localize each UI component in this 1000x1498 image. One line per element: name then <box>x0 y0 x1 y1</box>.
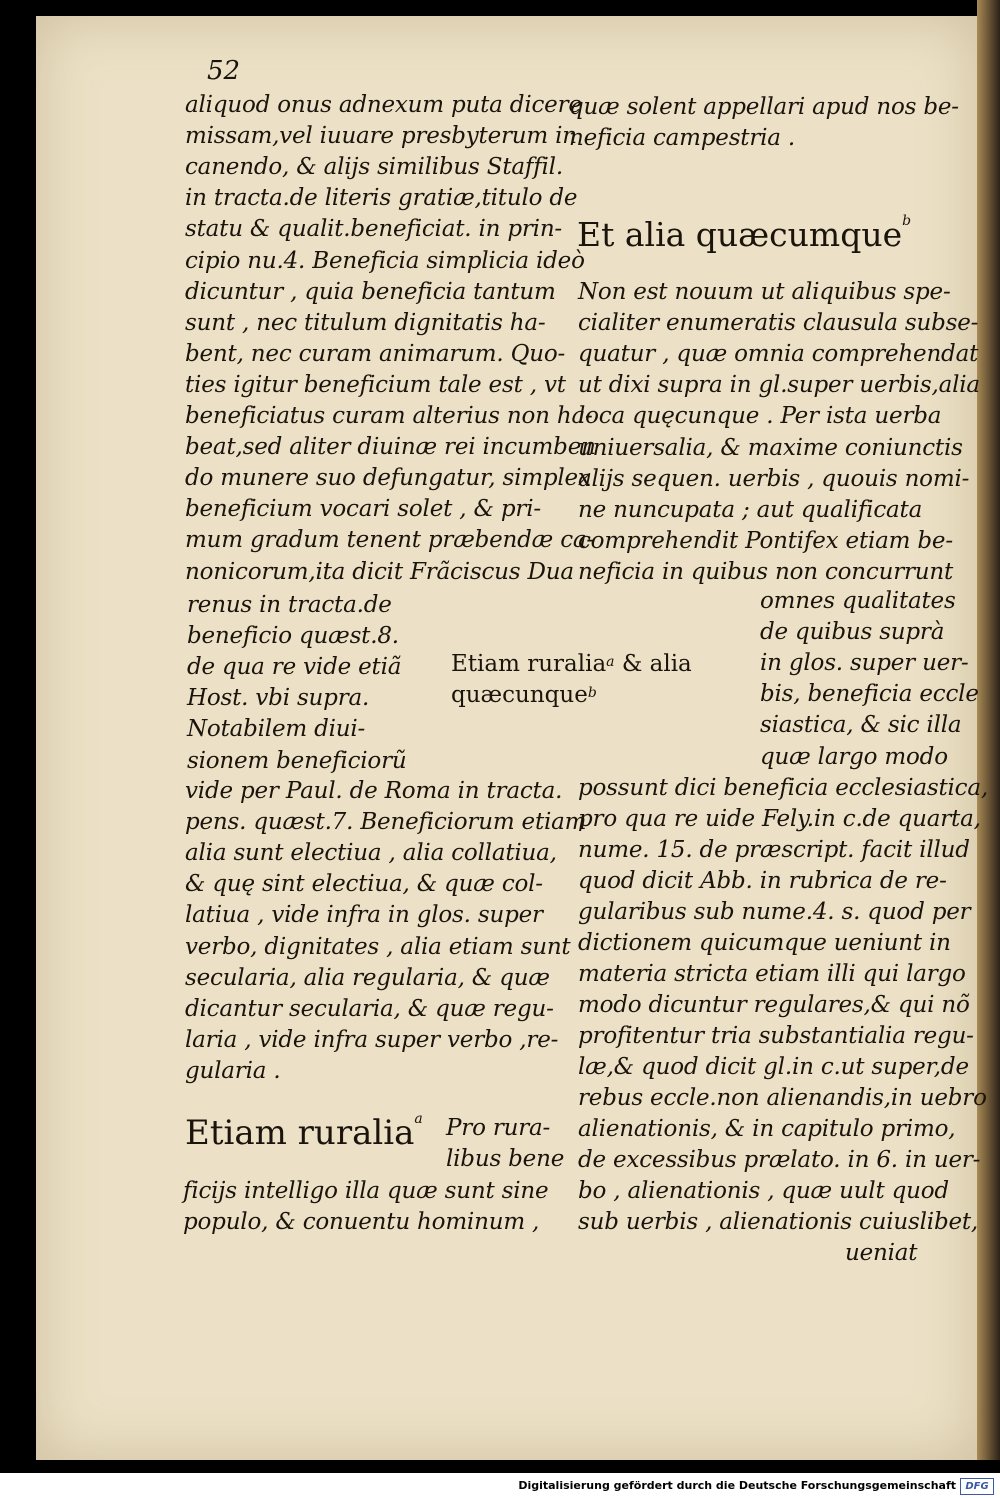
right-column-mid-line: quatur , quæ omnia comprehendat <box>578 341 979 368</box>
right-column-top-line: quæ solent appellari apud nos be- <box>569 94 959 120</box>
left-column-top-line: aliquod onus adnexum puta dicere <box>185 92 582 118</box>
right-column-bottom-line: alienationis, & in capitulo primo, <box>578 1116 956 1142</box>
right-column-mid-line: Non est nouum ut aliquibus spe- <box>578 279 951 305</box>
left-heading-text: Etiam ruralia <box>185 1113 415 1153</box>
left-column-top-line: dicuntur , quia beneficia tantum <box>185 278 556 305</box>
left-column-bottom-line: & quę sint electiua, & quæ col- <box>185 871 543 898</box>
right-column-bottom-line: ueniat <box>845 1240 918 1266</box>
right-column-bottom-line: bo , alienationis , quæ uult quod <box>578 1178 949 1204</box>
left-column-narrow-line: beneficio quæst.8. <box>187 623 399 650</box>
left-column-top-line: beneficiatus curam alterius non ha- <box>185 403 593 429</box>
digitization-footer <box>0 1473 1000 1498</box>
left-column-top-line: mum gradum tenent præbendæ ca- <box>185 527 594 554</box>
right-column-bottom-line: gularibus sub nume.4. s. quod per <box>578 899 971 925</box>
left-column-bottom-line: laria , vide infra super verbo ,re- <box>185 1026 559 1053</box>
right-column-bottom-line: sub uerbis , alienationis cuiuslibet, <box>578 1209 979 1235</box>
left-column-bottom-line: latiua , vide infra in glos. super <box>185 902 543 929</box>
right-column-narrow-line: omnes qualitates <box>760 588 956 614</box>
right-column-mid-line: loca quęcunque . Per ista uerba <box>578 403 942 430</box>
right-column-bottom-line: possunt dici beneficia ecclesiastica, <box>578 775 988 801</box>
center-lemma <box>451 649 692 711</box>
right-column-mid-line: cialiter enumeratis clausula subse- <box>578 310 979 337</box>
right-column-narrow-line: siastica, & sic illa <box>760 712 962 739</box>
right-column-top-line: neficia campestria . <box>569 125 796 151</box>
left-column-top-line: missam,vel iuuare presbyterum in <box>185 123 577 150</box>
left-column-bottom-line: alia sunt electiua , alia collatiua, <box>185 840 557 867</box>
right-column-bottom-line: læ,& quod dicit gl.in c.ut super,de <box>578 1054 969 1080</box>
right-column-mid-line: uniuersalia, & maxime coniunctis <box>578 434 963 461</box>
left-column-top-line: statu & qualit.beneficiat. in prin- <box>185 216 563 243</box>
left-heading-side-line: Pro rura- <box>446 1115 551 1141</box>
footer-credit: Digitalisierung gefördert durch die Deutsche Forschungsgemeinschaft <box>518 1479 956 1492</box>
left-column-top-line: nonicorum,ita dicit Frãciscus Dua <box>185 558 574 585</box>
right-heading <box>577 215 911 254</box>
left-column-end-line: populo, & conuentu hominum , <box>183 1209 540 1235</box>
right-column-bottom-line: modo dicuntur regulares,& qui nõ <box>578 992 970 1018</box>
left-column-bottom-line: secularia, alia regularia, & quæ <box>185 964 550 991</box>
page-number: 52 <box>207 56 241 86</box>
right-column-bottom-line: pro qua re uide Fely.in c.de quarta, <box>578 806 981 832</box>
left-column-bottom-line: verbo, dignitates , alia etiam sunt <box>185 933 571 960</box>
left-column-top-line: canendo, & alijs similibus Staffil. <box>185 154 563 181</box>
right-column-bottom-line: profitentur tria substantialia regu- <box>578 1023 974 1049</box>
left-column-narrow-line: de qua re vide etiã <box>187 654 402 681</box>
left-column-top-line: in tracta.de literis gratiæ,titulo de <box>185 185 578 212</box>
left-column-top-line: cipio nu.4. Beneficia simplicia ideò <box>185 247 585 274</box>
left-column-bottom-line: vide per Paul. de Roma in tracta. <box>185 778 563 804</box>
center-lemma-mark-b: b <box>587 685 597 701</box>
left-column-end-line: ficijs intelligo illa quæ sunt sine <box>183 1178 549 1204</box>
left-column-bottom-line: pens. quæst.7. Beneficiorum etiam <box>185 809 587 836</box>
right-column-mid-line: ne nuncupata ; aut qualificata <box>578 496 923 523</box>
left-column-bottom-line: gularia . <box>185 1057 281 1084</box>
right-column-narrow-line: in glos. super uer- <box>760 650 969 677</box>
center-lemma-mark-a: a <box>606 654 615 670</box>
left-column-top-line: bent, nec curam animarum. Quo- <box>185 340 566 367</box>
left-heading-mark: a <box>414 1111 423 1127</box>
right-column-narrow-line: quæ largo modo <box>760 743 948 770</box>
right-column-mid-line: comprehendit Pontifex etiam be- <box>578 527 953 554</box>
page-edge <box>977 0 1000 1460</box>
right-column-narrow-line: de quibus suprà <box>760 619 945 646</box>
left-column-narrow-line: Notabilem diui- <box>187 716 366 743</box>
left-column-top-line: do munere suo defungatur, simplex <box>185 465 591 492</box>
center-lemma-line1b: & alia <box>621 651 692 677</box>
dfg-logo: DFG <box>960 1478 994 1495</box>
center-lemma-line2: quæcunque <box>451 682 588 708</box>
right-column-mid-line: neficia in quibus non concurrunt <box>578 558 954 585</box>
right-column-bottom-line: nume. 15. de præscript. facit illud <box>578 837 970 863</box>
right-column-bottom-line: materia stricta etiam illi qui largo <box>578 961 966 987</box>
center-lemma-line1: Etiam ruralia <box>451 651 607 677</box>
left-column-bottom-line: dicantur secularia, & quæ regu- <box>185 995 554 1022</box>
right-column-bottom-line: rebus eccle.non alienandis,in uebro <box>578 1085 987 1111</box>
right-column-narrow-line: bis, beneficia eccle <box>760 681 979 708</box>
right-column-mid-line: alijs sequen. uerbis , quouis nomi- <box>578 465 970 492</box>
left-column-top-line: sunt , nec titulum dignitatis ha- <box>185 309 546 336</box>
right-heading-text: Et alia quæcumque <box>577 215 903 254</box>
right-column-bottom-line: de excessibus prælato. in 6. in uer- <box>578 1147 981 1173</box>
left-column-narrow-line: renus in tracta.de <box>187 592 392 618</box>
right-column-bottom-line: quod dicit Abb. in rubrica de re- <box>578 868 947 894</box>
right-heading-mark: b <box>902 213 912 229</box>
left-column-top-line: ties igitur beneficium tale est , vt <box>185 371 566 398</box>
right-column-bottom-line: dictionem quicumque ueniunt in <box>578 930 951 956</box>
left-column-narrow-line: Host. vbi supra. <box>187 685 370 712</box>
left-column-top-line: beneficium vocari solet , & pri- <box>185 496 541 523</box>
left-heading-side-line: libus bene <box>446 1146 565 1172</box>
right-column-mid-line: ut dixi supra in gl.super uerbis,alia <box>578 372 980 399</box>
left-heading <box>185 1113 423 1153</box>
left-column-narrow-line: sionem beneficiorũ <box>187 747 407 774</box>
left-column-top-line: beat,sed aliter diuinæ rei incumben <box>185 434 596 461</box>
